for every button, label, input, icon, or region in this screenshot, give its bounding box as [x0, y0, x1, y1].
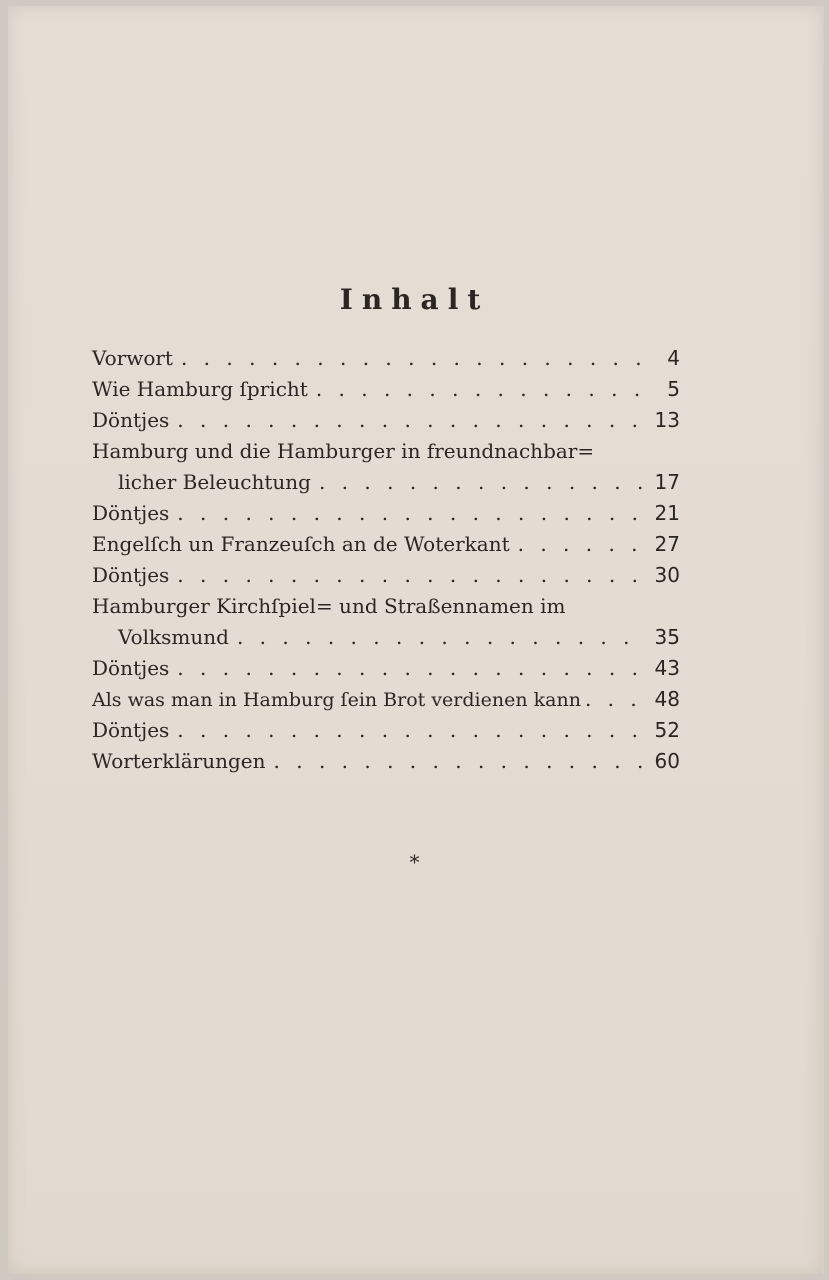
table-of-contents [92, 343, 680, 777]
toc-entry-engelsch [92, 529, 680, 560]
toc-entry-title: Döntjes [92, 408, 170, 432]
toc-entry-kirchspiel-line-1 [92, 591, 680, 622]
toc-page-number: 5 [667, 377, 680, 401]
toc-entry-kirchspiel-line-2 [92, 622, 680, 653]
toc-page-number: 13 [654, 408, 680, 432]
toc-entry-doentjes [92, 560, 680, 591]
page-title: Inhalt [339, 283, 490, 316]
toc-page-number: 52 [654, 718, 680, 742]
toc-page-number: 48 [654, 687, 680, 711]
toc-entry-doentjes [92, 405, 680, 436]
toc-entry-title: Hamburger Kirchſpiel= und Straßennamen im [92, 594, 566, 618]
toc-page-number: 30 [654, 563, 680, 587]
toc-entry-doentjes [92, 715, 680, 746]
dot-leader [518, 529, 644, 560]
toc-page-number: 35 [654, 625, 680, 649]
toc-entry-title: Döntjes [92, 656, 170, 680]
dot-leader [177, 560, 644, 591]
toc-entry-title: Vorwort [92, 346, 173, 370]
toc-page-number: 60 [654, 749, 680, 773]
toc-entry-hamburg-line-2 [92, 467, 680, 498]
toc-entry-title: Döntjes [92, 718, 170, 742]
toc-entry-title-continued: Volksmund [118, 625, 229, 649]
dot-leader [177, 405, 644, 436]
dot-leader [177, 498, 644, 529]
toc-entry-title: Hamburg und die Hamburger in freundnachbar= [92, 439, 595, 463]
dot-leader [177, 653, 644, 684]
toc-entry-hamburg-line-1 [92, 436, 680, 467]
toc-entry-doentjes [92, 653, 680, 684]
toc-entry-title: Als was man in Hamburg ſein Brot verdienen kann [92, 689, 581, 711]
toc-page-number: 17 [654, 470, 680, 494]
toc-entry-brot-verdienen [92, 684, 680, 715]
dot-leader [181, 343, 644, 374]
dot-leader [237, 622, 644, 653]
toc-entry-title: Worterklärungen [92, 749, 266, 773]
ornament-asterisk: * [409, 850, 420, 874]
dot-leader [316, 374, 644, 405]
toc-entry-title: Wie Hamburg ſpricht [92, 377, 308, 401]
dot-leader [274, 746, 644, 777]
toc-entry-title-continued: licher Beleuchtung [118, 470, 311, 494]
toc-entry-title: Engelſch un Franzeuſch an de Woterkant [92, 532, 510, 556]
dot-leader [585, 684, 646, 715]
dot-leader [177, 715, 644, 746]
toc-page-number: 27 [654, 532, 680, 556]
toc-entry-doentjes [92, 498, 680, 529]
toc-page-number: 4 [667, 346, 680, 370]
toc-entry-title: Döntjes [92, 563, 170, 587]
dot-leader [319, 467, 644, 498]
toc-page-number: 43 [654, 656, 680, 680]
toc-entry-wie-hamburg-spricht [92, 374, 680, 405]
toc-entry-vorwort [92, 343, 680, 374]
toc-entry-worterklaerungen [92, 746, 680, 777]
toc-entry-title: Döntjes [92, 501, 170, 525]
toc-page-number: 21 [654, 501, 680, 525]
